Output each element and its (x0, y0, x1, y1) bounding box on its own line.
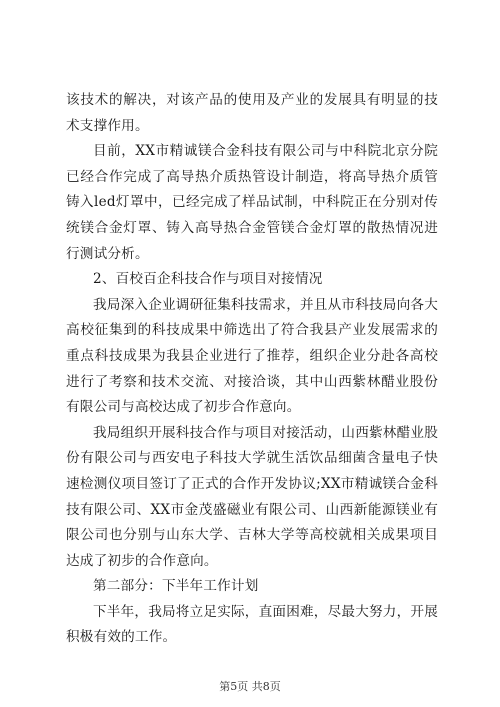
section-heading-work-plan: 第二部分：下半年工作计划 (93, 578, 259, 595)
paragraph-continuation: 该技术的解决，对该产品的使用及产业的发展具有明显的技术支撑作用。 (66, 92, 438, 134)
paragraph-second-half-plan: 下半年，我局将立足实际，直面困难，尽最大努力，开展积极有效的工作。 (66, 603, 438, 646)
page-number-footer: 第5页 共8页 (219, 680, 281, 693)
paragraph-project-docking: 我局组织开展科技合作与项目对接活动，山西紫林醋业股份有限公司与西安电子科技大学就生活饮品细菌含量电子快速检测仪项目签订了正式的合作开发协议;XX市精诚镁合金科技有限公司、XX市金茂盛磁业有限公司、山西新能源镁业有限公司也分别与山东大学、吉林大学等高校就相关成果项目达成了初步的合作意向。 (66, 424, 438, 569)
document-body (66, 88, 438, 651)
paragraph-cooperation-status: 目前，XX市精诚镁合金科技有限公司与中科院北京分院已经合作完成了高导热介质热管设计制造，将高导热介质管铸入led灯罩中，已经完成了样品试制，中科院正在分别对传统镁合金灯罩、铸入高导热合金管镁合金灯罩的散热情况进行测试分析。 (66, 143, 438, 262)
paragraph-enterprise-survey: 我局深入企业调研征集科技需求，并且从市科技局向各大高校征集到的科技成果中筛选出了符合我县产业发展需求的重点科技成果为我县企业进行了推荐，组织企业分赴各高校进行了考察和技术交流、对接洽谈，其中山西紫林醋业股份有限公司与高校达成了初步合作意向。 (66, 296, 438, 416)
section-heading-university-enterprise: 2、百校百企科技合作与项目对接情况 (93, 271, 323, 288)
